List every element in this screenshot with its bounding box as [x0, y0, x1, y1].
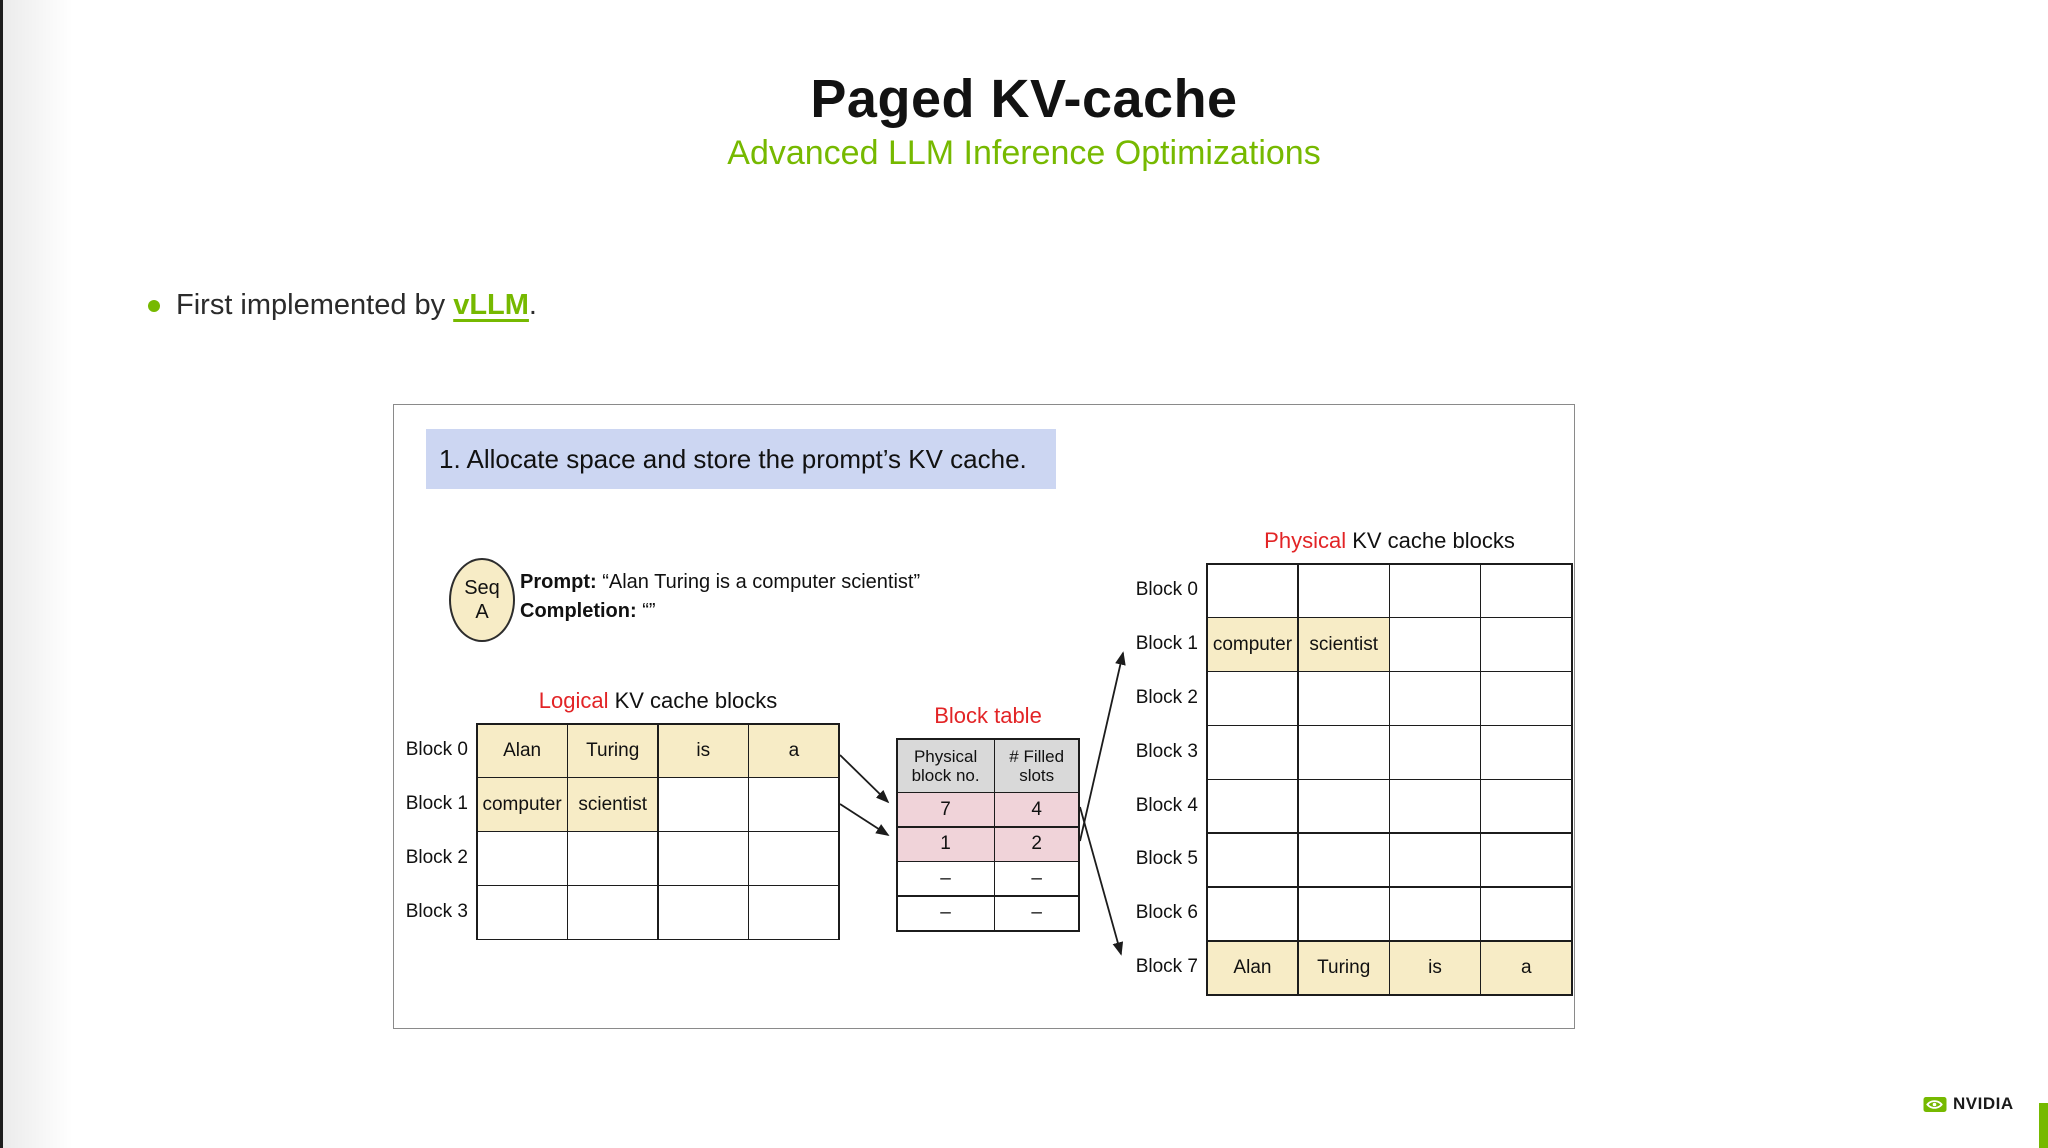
block-table-cell: – — [995, 862, 1078, 895]
block-table-cell: 4 — [995, 793, 1078, 826]
block-table-cell: – — [995, 897, 1078, 930]
physical-cell — [1390, 888, 1480, 940]
physical-cell — [1299, 834, 1389, 886]
physical-cell — [1390, 834, 1480, 886]
physical-row-label: Block 6 — [1135, 902, 1198, 924]
physical-cell: computer — [1208, 618, 1298, 670]
physical-cell — [1481, 565, 1571, 617]
nvidia-logo — [1923, 1094, 2014, 1114]
physical-cell — [1390, 672, 1480, 724]
physical-cell — [1208, 726, 1298, 778]
page-subtitle: Advanced LLM Inference Optimizations — [727, 134, 1321, 172]
logical-cell: is — [659, 725, 748, 777]
physical-row-label: Block 7 — [1135, 956, 1198, 978]
nvidia-eye-icon — [1923, 1096, 1947, 1113]
logical-cell — [478, 832, 567, 884]
block-table-header: Physical block no. — [898, 740, 994, 792]
physical-cell — [1208, 565, 1298, 617]
physical-cell — [1390, 565, 1480, 617]
physical-blocks-title: Physical KV cache blocks — [1264, 528, 1515, 553]
physical-cell — [1299, 726, 1389, 778]
bullet-item — [148, 289, 537, 322]
physical-cell — [1390, 618, 1480, 670]
logical-cell: scientist — [568, 778, 657, 830]
nvidia-wordmark: NVIDIA — [1953, 1094, 2014, 1113]
logical-cell — [568, 832, 657, 884]
logical-cell — [478, 886, 567, 938]
physical-row-label: Block 1 — [1135, 632, 1198, 654]
physical-cell — [1208, 834, 1298, 886]
logical-cell: Turing — [568, 725, 657, 777]
sequence-badge-line2: A — [475, 601, 489, 623]
prompt-line: Prompt: “Alan Turing is a computer scientist” — [520, 571, 921, 593]
physical-row-label: Block 4 — [1135, 794, 1198, 816]
logical-cell: Alan — [478, 725, 567, 777]
logical-cell — [749, 778, 838, 830]
block-table-cell: 1 — [898, 828, 994, 861]
physical-cell — [1208, 672, 1298, 724]
kv-cache-diagram — [393, 404, 1575, 1029]
physical-cell — [1481, 618, 1571, 670]
physical-cell: scientist — [1299, 618, 1389, 670]
physical-row-labels — [1106, 563, 1198, 994]
physical-cell — [1390, 726, 1480, 778]
physical-cell — [1481, 834, 1571, 886]
prompt-block — [520, 568, 920, 626]
block-table-cell: – — [898, 862, 994, 895]
logical-cell — [568, 886, 657, 938]
sequence-badge-line1: Seq — [464, 577, 500, 599]
logical-blocks-title: Logical KV cache blocks — [538, 688, 778, 713]
physical-cell: Turing — [1299, 942, 1389, 994]
logical-row-label: Block 2 — [405, 846, 468, 868]
physical-cell — [1299, 780, 1389, 832]
block-table-title: Block table — [934, 703, 1042, 728]
physical-blocks-table — [1206, 563, 1573, 996]
physical-cell — [1299, 565, 1389, 617]
block-table-cell: – — [898, 897, 994, 930]
sequence-badge — [449, 558, 515, 642]
logical-cell — [659, 832, 748, 884]
completion-line: Completion: “” — [520, 600, 656, 622]
physical-cell — [1481, 672, 1571, 724]
logical-blocks-table — [476, 723, 840, 940]
logical-cell — [659, 886, 748, 938]
physical-cell — [1208, 780, 1298, 832]
block-table-cell: 2 — [995, 828, 1078, 861]
physical-cell — [1481, 888, 1571, 940]
page-title: Paged KV-cache — [810, 69, 1238, 129]
block-table-cell: 7 — [898, 793, 994, 826]
physical-row-label: Block 3 — [1135, 740, 1198, 762]
physical-cell: is — [1390, 942, 1480, 994]
logical-cell — [659, 778, 748, 830]
logical-cell: a — [749, 725, 838, 777]
right-accent-bar — [2039, 1103, 2048, 1148]
block-table-header: # Filled slots — [995, 740, 1078, 792]
physical-cell — [1481, 726, 1571, 778]
physical-cell — [1481, 780, 1571, 832]
vllm-link[interactable]: vLLM — [453, 289, 529, 321]
bullet-dot-icon — [148, 300, 160, 312]
physical-row-label: Block 2 — [1135, 686, 1198, 708]
logical-row-label: Block 3 — [405, 900, 468, 922]
physical-cell — [1299, 672, 1389, 724]
physical-cell — [1390, 780, 1480, 832]
physical-cell — [1208, 888, 1298, 940]
physical-cell: Alan — [1208, 942, 1298, 994]
physical-cell: a — [1481, 942, 1571, 994]
logical-row-labels — [394, 723, 468, 939]
logical-cell — [749, 886, 838, 938]
logical-row-label: Block 0 — [405, 738, 468, 760]
physical-cell — [1299, 888, 1389, 940]
step-banner: 1. Allocate space and store the prompt’s KV cache. — [426, 429, 1056, 489]
block-table — [896, 738, 1080, 932]
logical-row-label: Block 1 — [405, 792, 468, 814]
physical-row-label: Block 0 — [1135, 578, 1198, 600]
logical-cell — [749, 832, 838, 884]
physical-row-label: Block 5 — [1135, 848, 1198, 870]
logical-cell: computer — [478, 778, 567, 830]
bullet-text: First implemented by vLLM. — [176, 289, 537, 321]
